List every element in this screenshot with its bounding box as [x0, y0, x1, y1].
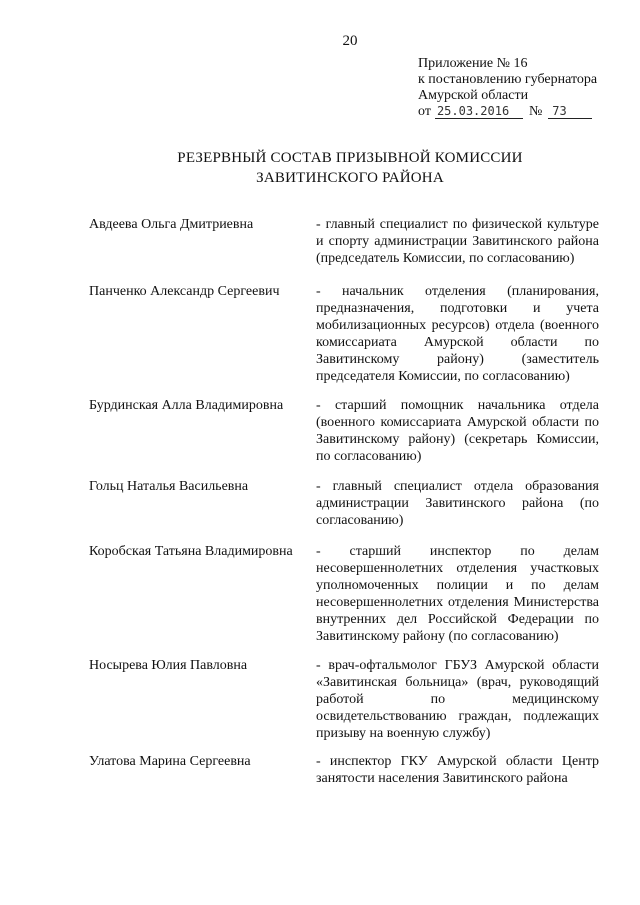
member-role: - инспектор ГКУ Амурской области Центр занятости населения Завитинского района: [316, 754, 599, 786]
member-row: [89, 283, 609, 397]
member-role: - врач-офтальмолог ГБУЗ Амурской области «Завитинская больница» (врач, руководящий работой по медицинскому освидетельствованию граждан, подлежащих призыву на военную службу): [316, 658, 599, 741]
members-list: [89, 216, 609, 793]
member-name: Бурдинская Алла Владимировна: [89, 398, 284, 413]
document-title: [0, 148, 640, 188]
member-row: [89, 543, 609, 657]
member-role: - главный специалист отдела образования администрации Завитинского района (по согласованию): [316, 479, 599, 528]
number-prefix: №: [528, 104, 543, 119]
date-prefix: от: [418, 104, 431, 119]
member-row: [89, 397, 609, 478]
title-line-1: РЕЗЕРВНЫЙ СОСТАВ ПРИЗЫВНОЙ КОМИССИИ: [177, 150, 523, 166]
appendix-header: [418, 56, 633, 120]
handwritten-number: 73: [548, 105, 592, 119]
member-name: Гольц Наталья Васильевна: [89, 479, 249, 494]
member-role: - старший инспектор по делам несовершеннолетних отделения участковых уполномоченных полиции и по делам несовершеннолетних отделения Министерства внутренних дел Российской Федерации по Завитинскому району (по согласованию): [316, 544, 599, 644]
appendix-region-line: Амурской области: [418, 88, 529, 103]
member-name: Улатова Марина Сергеевна: [89, 754, 251, 769]
appendix-resolution-line: к постановлению губернатора: [418, 72, 598, 87]
member-name: Коробская Татьяна Владимировна: [89, 544, 293, 559]
member-name: Панченко Александр Сергеевич: [89, 284, 280, 299]
member-row: [89, 478, 609, 543]
title-line-2: ЗАВИТИНСКОГО РАЙОНА: [256, 170, 444, 186]
handwritten-date: 25.03.2016: [435, 105, 523, 119]
member-row: [89, 753, 609, 793]
member-role: - начальник отделения (планирования, предназначения, подготовки и учета мобилизационных ресурсов) отдела (военного комиссариата Амурской области по Завитинскому району) (заместитель председателя Комиссии, по согласованию): [316, 284, 599, 384]
member-row: [89, 657, 609, 753]
member-name: Авдеева Ольга Дмитриевна: [89, 217, 254, 232]
member-name: Носырева Юлия Павловна: [89, 658, 248, 673]
member-row: [89, 216, 609, 283]
appendix-date-number-line: [418, 104, 633, 120]
member-role: - главный специалист по физической культуре и спорту администрации Завитинского района (председатель Комиссии, по согласованию): [316, 217, 599, 266]
member-role: - старший помощник начальника отдела (военного комиссариата Амурской области по Завитинскому району) (секретарь Комиссии, по согласованию): [316, 398, 599, 464]
page-number: 20: [342, 33, 358, 49]
appendix-title: Приложение № 16: [418, 56, 528, 71]
